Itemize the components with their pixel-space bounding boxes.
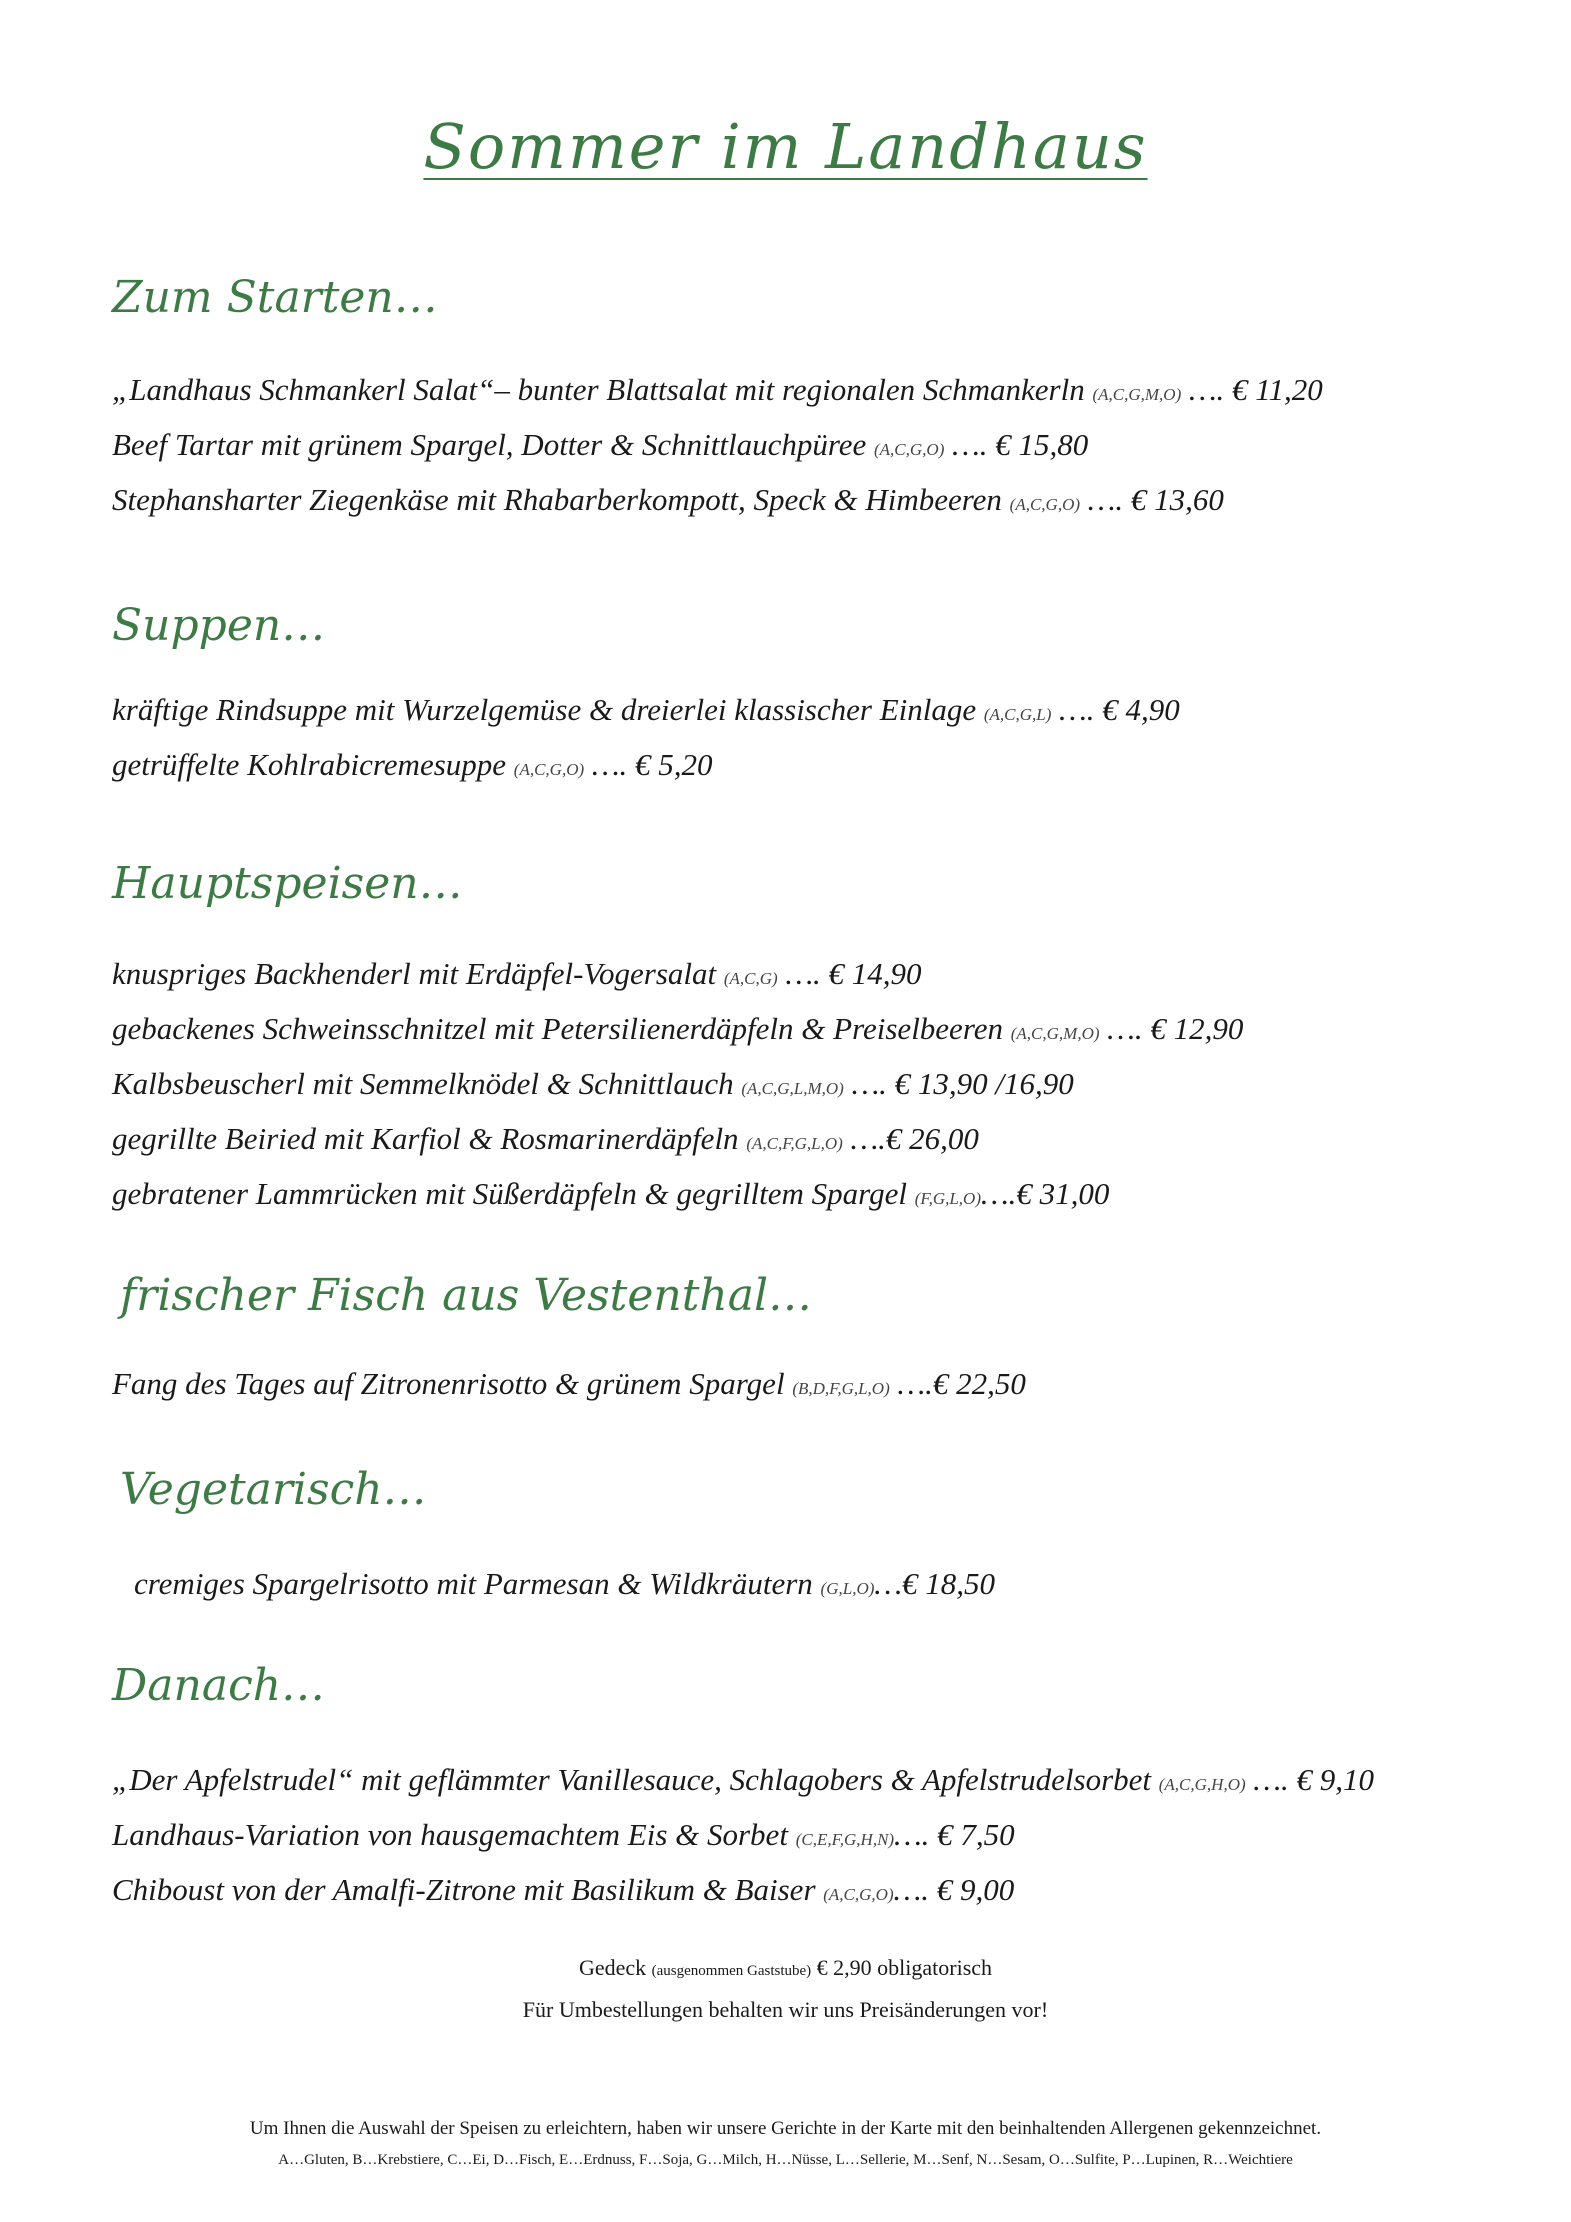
price-change-note: Für Umbestellungen behalten wir uns Preisänderungen vor! [522,1997,1049,2022]
section-heading-vegetarian: Vegetarisch… [120,1464,427,1515]
menu-item: getrüffelte Kohlrabicremesuppe (A,C,G,O) …. € 5,20 [112,747,713,782]
menu-item: „Landhaus Schmankerl Salat“– bunter Blattsalat mit regionalen Schmankerln (A,C,G,M,O) …. € 11,20 [112,372,1323,407]
section-heading-mains: Hauptspeisen… [112,858,463,909]
menu-item: „Der Apfelstrudel“ mit geflämmter Vanillesauce, Schlagobers & Apfelstrudelsorbet (A,C,G,H,O) …. € 9,10 [112,1762,1374,1797]
menu-item: kräftige Rindsuppe mit Wurzelgemüse & dreierlei klassischer Einlage (A,C,G,L) …. € 4,90 [112,692,1180,727]
menu-item: gebackenes Schweinsschnitzel mit Petersilienerdäpfeln & Preiselbeeren (A,C,G,M,O) …. € 12,90 [112,1011,1244,1046]
menu-item: knuspriges Backhenderl mit Erdäpfel-Vogersalat (A,C,G) …. € 14,90 [112,956,922,991]
menu-item: Chiboust von der Amalfi-Zitrone mit Basilikum & Baiser (A,C,G,O)…. € 9,00 [112,1872,1015,1907]
menu-item: Stephansharter Ziegenkäse mit Rhabarberkompott, Speck & Himbeeren (A,C,G,O) …. € 13,60 [112,482,1224,517]
menu-item: gebratener Lammrücken mit Süßerdäpfeln & gegrilltem Spargel (F,G,L,O)….€ 31,00 [112,1176,1110,1211]
menu-item: gegrillte Beiried mit Karfiol & Rosmarinerdäpfeln (A,C,F,G,L,O) ….€ 26,00 [112,1121,979,1156]
menu-item: Fang des Tages auf Zitronenrisotto & grünem Spargel (B,D,F,G,L,O) ….€ 22,50 [112,1366,1026,1401]
menu-item: Kalbsbeuscherl mit Semmelknödel & Schnittlauch (A,C,G,L,M,O) …. € 13,90 /16,90 [112,1066,1074,1101]
allergen-note: Um Ihnen die Auswahl der Speisen zu erleichtern, haben wir unsere Gerichte in der Karte mit den beinhaltenden Allergenen gekennzeichnet. [249,2118,1322,2139]
menu-item: cremiges Spargelrisotto mit Parmesan & Wildkräutern (G,L,O)…€ 18,50 [134,1566,995,1601]
section-heading-fish: frischer Fisch aus Vestenthal… [120,1270,813,1321]
allergen-legend: A…Gluten, B…Krebstiere, C…Ei, D…Fisch, E…Erdnuss, F…Soja, G…Milch, H…Nüsse, L…Sellerie, M…Senf, N…Sesam, O…Sulfite, P…Lupinen, R…Weichtiere [278,2152,1293,2168]
section-heading-desserts: Danach… [112,1660,326,1711]
section-heading-soups: Suppen… [112,600,326,651]
menu-item: Beef Tartar mit grünem Spargel, Dotter & Schnittlauchpüree (A,C,G,O) …. € 15,80 [112,427,1089,462]
menu-item: Landhaus-Variation von hausgemachtem Eis & Sorbet (C,E,F,G,H,N)…. € 7,50 [112,1817,1015,1852]
cover-charge-note: Gedeck (ausgenommen Gaststube) € 2,90 obligatorisch [578,1955,993,1980]
section-heading-starters: Zum Starten… [112,272,438,323]
menu-title: Sommer im Landhaus [423,110,1148,183]
